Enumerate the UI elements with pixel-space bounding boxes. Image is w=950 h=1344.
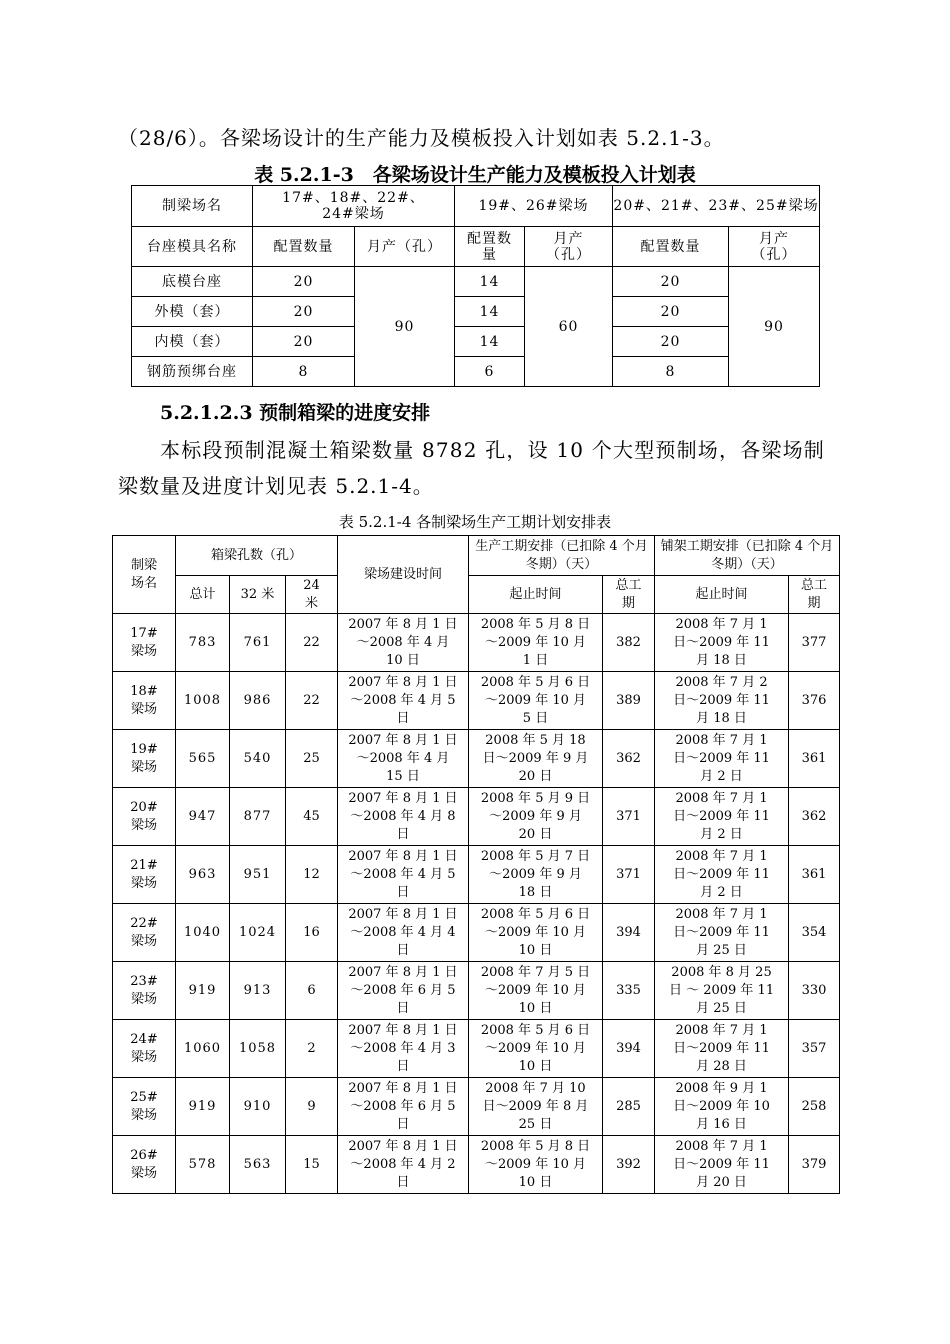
m24-count: 45 <box>286 788 338 846</box>
total-header: 总计 <box>176 576 230 614</box>
m32-count: 761 <box>230 614 286 672</box>
config-value: 14 <box>455 327 525 357</box>
m24-count: 2 <box>286 1020 338 1078</box>
m32-count: 540 <box>230 730 286 788</box>
build-header: 梁场建设时间 <box>338 536 469 614</box>
config-value: 20 <box>613 327 729 357</box>
mold-label: 台座模具名称 <box>132 227 253 267</box>
laying-days: 357 <box>789 1020 840 1078</box>
laying-days: 258 <box>789 1078 840 1136</box>
m32-count: 951 <box>230 846 286 904</box>
yard-header: 制梁场名 <box>113 536 176 614</box>
table-row <box>113 1020 840 1078</box>
laying-period: 2008 年 7 月 1 日～2009 年 11 月 20 日 <box>655 1136 789 1194</box>
production-period: 2008 年 5 月 9 日～2009 年 9 月 20 日 <box>469 788 603 846</box>
yard-label: 制梁场名 <box>132 186 253 227</box>
laying-period: 2008 年 7 月 1 日～2009 年 11 月 25 日 <box>655 904 789 962</box>
box-count-header: 箱梁孔数（孔） <box>176 536 338 576</box>
build-period: 2007 年 8 月 1 日～2008 年 4 月 5 日 <box>338 672 469 730</box>
table-row <box>113 846 840 904</box>
laying-period: 2008 年 7 月 1 日～2009 年 11 月 28 日 <box>655 1020 789 1078</box>
mold-name: 底模台座 <box>132 267 253 297</box>
m24-count: 16 <box>286 904 338 962</box>
total-count: 565 <box>176 730 230 788</box>
build-period: 2007 年 8 月 1 日～2008 年 4 月 10 日 <box>338 614 469 672</box>
prod-header: 生产工期安排（已扣除 4 个月冬期）（天） <box>469 536 655 576</box>
production-days: 285 <box>603 1078 655 1136</box>
m32-header: 32 米 <box>230 576 286 614</box>
laying-days: 376 <box>789 672 840 730</box>
build-period: 2007 年 8 月 1 日～2008 年 4 月 5 日 <box>338 846 469 904</box>
table2-caption: 表 5.2.1-4 各制梁场生产工期计划安排表 <box>338 513 612 531</box>
month-header: 月产（孔） <box>355 227 455 267</box>
lay-header: 铺架工期安排（已扣除 4 个月冬期）（天） <box>655 536 840 576</box>
laying-period: 2008 年 7 月 2 日～2009 年 11 月 18 日 <box>655 672 789 730</box>
build-period: 2007 年 8 月 1 日～2008 年 4 月 2 日 <box>338 1136 469 1194</box>
m32-count: 1024 <box>230 904 286 962</box>
m24-count: 22 <box>286 672 338 730</box>
production-period: 2008 年 7 月 10 日～2009 年 8 月 25 日 <box>469 1078 603 1136</box>
days-header: 总工期 <box>603 576 655 614</box>
capacity-table <box>131 185 820 387</box>
config-value: 20 <box>253 267 355 297</box>
production-period: 2008 年 7 月 5 日～2009 年 10 月 10 日 <box>469 962 603 1020</box>
yard-name: 23#梁场 <box>113 962 176 1020</box>
yard-name: 26#梁场 <box>113 1136 176 1194</box>
mold-name: 外模（套） <box>132 297 253 327</box>
paragraph-line: 本标段预制混凝土箱梁数量 8782 孔，设 10 个大型预制场，各梁场制 <box>160 438 825 462</box>
build-period: 2007 年 8 月 1 日～2008 年 6 月 5 日 <box>338 962 469 1020</box>
laying-days: 354 <box>789 904 840 962</box>
paragraph-line: 梁数量及进度计划见表 5.2.1-4。 <box>118 474 434 498</box>
laying-period: 2008 年 9 月 1 日～2009 年 10 月 16 日 <box>655 1078 789 1136</box>
production-days: 394 <box>603 1020 655 1078</box>
production-period: 2008 年 5 月 7 日～2009 年 9 月 18 日 <box>469 846 603 904</box>
m32-count: 986 <box>230 672 286 730</box>
production-days: 362 <box>603 730 655 788</box>
m24-count: 25 <box>286 730 338 788</box>
month-value: 90 <box>355 267 455 387</box>
laying-days: 361 <box>789 846 840 904</box>
table-row <box>113 1136 840 1194</box>
m32-count: 1058 <box>230 1020 286 1078</box>
config-header: 配置数量 <box>455 227 525 267</box>
m24-count: 22 <box>286 614 338 672</box>
total-count: 1040 <box>176 904 230 962</box>
group3-header: 20#、21#、23#、25#梁场 <box>613 186 820 227</box>
build-period: 2007 年 8 月 1 日～2008 年 4 月 4 日 <box>338 904 469 962</box>
table-row <box>113 730 840 788</box>
laying-days: 377 <box>789 614 840 672</box>
yard-name: 21#梁场 <box>113 846 176 904</box>
production-period: 2008 年 5 月 6 日～2009 年 10 月 10 日 <box>469 1020 603 1078</box>
production-days: 371 <box>603 788 655 846</box>
total-count: 1060 <box>176 1020 230 1078</box>
m24-count: 6 <box>286 962 338 1020</box>
m32-count: 910 <box>230 1078 286 1136</box>
days-header: 总工期 <box>789 576 840 614</box>
production-days: 371 <box>603 846 655 904</box>
month-header: 月产（孔） <box>729 227 820 267</box>
table-row <box>113 904 840 962</box>
table1-caption: 表 5.2.1-3 各梁场设计生产能力及模板投入计划表 <box>254 164 696 186</box>
total-count: 919 <box>176 1078 230 1136</box>
production-days: 392 <box>603 1136 655 1194</box>
laying-period: 2008 年 7 月 1 日～2009 年 11 月 18 日 <box>655 614 789 672</box>
build-period: 2007 年 8 月 1 日～2008 年 6 月 5 日 <box>338 1078 469 1136</box>
table-row <box>113 672 840 730</box>
table-row <box>113 788 840 846</box>
yard-name: 22#梁场 <box>113 904 176 962</box>
yard-name: 24#梁场 <box>113 1020 176 1078</box>
config-value: 8 <box>613 357 729 387</box>
table-row <box>113 614 840 672</box>
yard-name: 20#梁场 <box>113 788 176 846</box>
config-value: 8 <box>253 357 355 387</box>
config-value: 14 <box>455 267 525 297</box>
group1-header: 17#、18#、22#、24#梁场 <box>253 186 455 227</box>
month-header: 月产（孔） <box>525 227 613 267</box>
m24-count: 15 <box>286 1136 338 1194</box>
production-days: 389 <box>603 672 655 730</box>
mold-name: 钢筋预绑台座 <box>132 357 253 387</box>
build-period: 2007 年 8 月 1 日～2008 年 4 月 3 日 <box>338 1020 469 1078</box>
table-row <box>113 1078 840 1136</box>
config-value: 20 <box>613 267 729 297</box>
laying-days: 379 <box>789 1136 840 1194</box>
production-days: 335 <box>603 962 655 1020</box>
production-period: 2008 年 5 月 6 日～2009 年 10 月 5 日 <box>469 672 603 730</box>
yard-name: 17#梁场 <box>113 614 176 672</box>
group2-header: 19#、26#梁场 <box>455 186 613 227</box>
build-period: 2007 年 8 月 1 日～2008 年 4 月 8 日 <box>338 788 469 846</box>
config-value: 6 <box>455 357 525 387</box>
total-count: 919 <box>176 962 230 1020</box>
yard-name: 18#梁场 <box>113 672 176 730</box>
laying-days: 362 <box>789 788 840 846</box>
build-period: 2007 年 8 月 1 日～2008 年 4 月 15 日 <box>338 730 469 788</box>
production-days: 382 <box>603 614 655 672</box>
range-header: 起止时间 <box>655 576 789 614</box>
total-count: 578 <box>176 1136 230 1194</box>
laying-period: 2008 年 7 月 1 日～2009 年 11 月 2 日 <box>655 846 789 904</box>
laying-period: 2008 年 7 月 1 日～2009 年 11 月 2 日 <box>655 788 789 846</box>
yard-name: 25#梁场 <box>113 1078 176 1136</box>
total-count: 1008 <box>176 672 230 730</box>
laying-days: 361 <box>789 730 840 788</box>
laying-period: 2008 年 8 月 25 日 ～ 2009 年 11 月 25 日 <box>655 962 789 1020</box>
m32-count: 877 <box>230 788 286 846</box>
section-heading: 5.2.1.2.3 预制箱梁的进度安排 <box>160 402 431 424</box>
total-count: 963 <box>176 846 230 904</box>
yard-name: 19#梁场 <box>113 730 176 788</box>
m24-header: 24 米 <box>286 576 338 614</box>
config-header: 配置数量 <box>613 227 729 267</box>
m32-count: 913 <box>230 962 286 1020</box>
total-count: 783 <box>176 614 230 672</box>
production-period: 2008 年 5 月 8 日～2009 年 10 月 10 日 <box>469 1136 603 1194</box>
production-days: 394 <box>603 904 655 962</box>
m24-count: 12 <box>286 846 338 904</box>
laying-days: 330 <box>789 962 840 1020</box>
schedule-table <box>112 535 840 1194</box>
production-period: 2008 年 5 月 18 日～2009 年 9 月 20 日 <box>469 730 603 788</box>
table-row <box>113 962 840 1020</box>
range-header: 起止时间 <box>469 576 603 614</box>
mold-name: 内模（套） <box>132 327 253 357</box>
month-value: 60 <box>525 267 613 387</box>
m32-count: 563 <box>230 1136 286 1194</box>
total-count: 947 <box>176 788 230 846</box>
intro-line: （28/6）。各梁场设计的生产能力及模板投入计划如表 5.2.1-3。 <box>118 126 725 150</box>
m24-count: 9 <box>286 1078 338 1136</box>
config-value: 14 <box>455 297 525 327</box>
month-value: 90 <box>729 267 820 387</box>
config-header: 配置数量 <box>253 227 355 267</box>
laying-period: 2008 年 7 月 1 日～2009 年 11 月 2 日 <box>655 730 789 788</box>
config-value: 20 <box>253 327 355 357</box>
config-value: 20 <box>613 297 729 327</box>
config-value: 20 <box>253 297 355 327</box>
production-period: 2008 年 5 月 8 日～2009 年 10 月 1 日 <box>469 614 603 672</box>
production-period: 2008 年 5 月 6 日～2009 年 10 月 10 日 <box>469 904 603 962</box>
